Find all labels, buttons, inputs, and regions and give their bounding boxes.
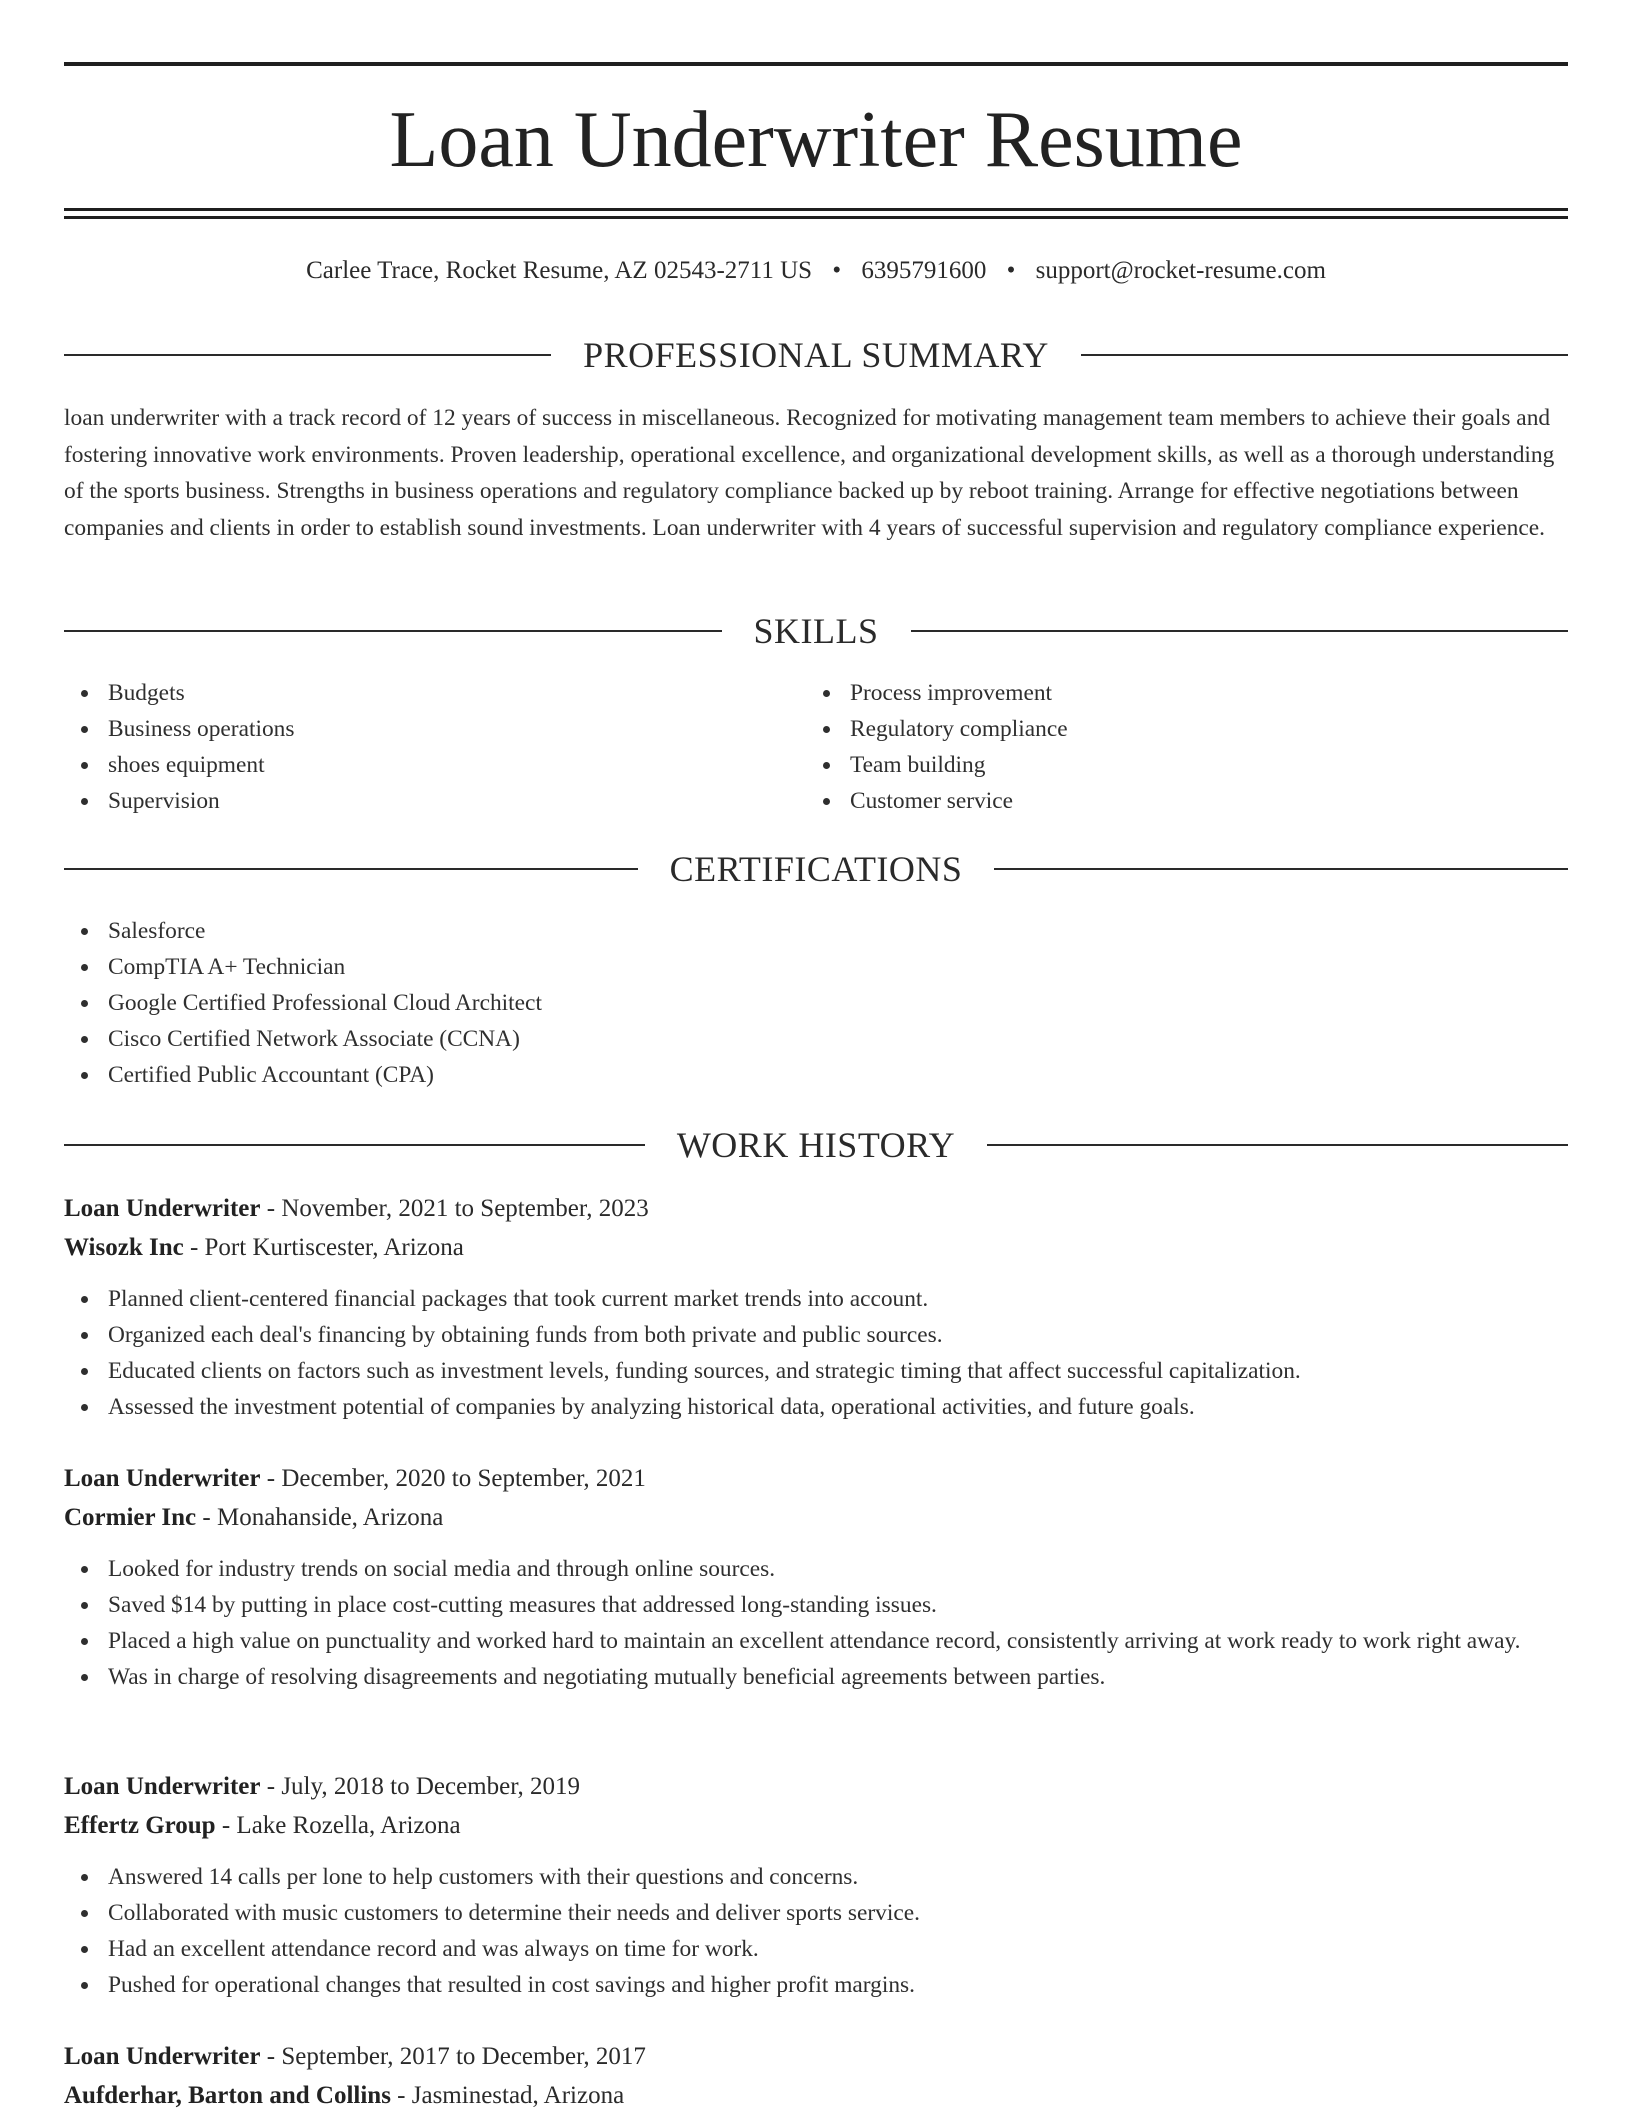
job-company: Effertz Group (64, 1812, 216, 1839)
summary-heading (64, 333, 1568, 377)
skills-heading (64, 609, 1568, 653)
job-title: Loan Underwriter (64, 1465, 261, 1492)
job-company: Wisozk Inc (64, 1234, 184, 1261)
resume-title: Loan Underwriter Resume (389, 96, 1243, 184)
job-dates: - September, 2017 to December, 2017 (260, 2043, 646, 2070)
job-title-line (64, 1459, 1568, 1498)
job-title: Loan Underwriter (64, 2043, 261, 2070)
section-title: SKILLS (753, 611, 879, 651)
job-company-line (64, 2076, 1568, 2115)
contact-line (64, 254, 1568, 288)
job-dates: - November, 2021 to September, 2023 (260, 1195, 649, 1222)
heading-rule-right (994, 868, 1568, 870)
work-history-heading (64, 1123, 1568, 1167)
skill-item: Business operations (64, 711, 764, 747)
certification-item: Certified Public Accountant (CPA) (64, 1057, 1568, 1093)
heading-rule-right (987, 1144, 1568, 1146)
job-title: Loan Underwriter (64, 1773, 261, 1800)
certification-item: Google Certified Professional Cloud Architect (64, 985, 1568, 1021)
heading-rule-right (1081, 354, 1568, 356)
title-double-rule (64, 208, 1568, 219)
contact-phone: 6395791600 (861, 257, 987, 284)
job-company-line (64, 1228, 1568, 1267)
job-company: Aufderhar, Barton and Collins (64, 2082, 391, 2109)
contact-address: Carlee Trace, Rocket Resume, AZ 02543-2711 US (306, 257, 813, 284)
job-bullet: Organized each deal's financing by obtaining funds from both private and public sources. (64, 1317, 1568, 1353)
job-title: Loan Underwriter (64, 1195, 261, 1222)
job-company-line (64, 1498, 1568, 1537)
contact-separator: • (832, 257, 842, 284)
job-bullet: Was in charge of resolving disagreements and negotiating mutually beneficial agreements between parties. (64, 1659, 1568, 1695)
section-title: CERTIFICATIONS (669, 849, 963, 889)
top-rule (64, 62, 1568, 66)
job-entry (64, 2037, 1568, 2115)
certification-item: Cisco Certified Network Associate (CCNA) (64, 1021, 1568, 1057)
contact-separator: • (1006, 257, 1016, 284)
skill-item: Customer service (806, 783, 1506, 819)
job-title-line (64, 2037, 1568, 2076)
job-title-line (64, 1189, 1568, 1228)
certification-item: CompTIA A+ Technician (64, 949, 1568, 985)
job-entry (64, 1189, 1568, 1425)
job-bullets (64, 1551, 1568, 1695)
job-bullet: Educated clients on factors such as investment levels, funding sources, and strategic timing that affect successful capitalization. (64, 1353, 1568, 1389)
heading-rule-left (64, 630, 722, 632)
job-bullet: Saved $14 by putting in place cost-cutting measures that addressed long-standing issues. (64, 1587, 1568, 1623)
job-location: - Jasminestad, Arizona (390, 2082, 625, 2109)
job-bullet: Pushed for operational changes that resulted in cost savings and higher profit margins. (64, 1967, 1568, 2003)
job-location: - Port Kurtiscester, Arizona (183, 1234, 464, 1261)
job-dates: - December, 2020 to September, 2021 (260, 1465, 646, 1492)
job-entry (64, 1459, 1568, 1695)
heading-rule-left (64, 354, 551, 356)
job-bullet: Placed a high value on punctuality and worked hard to maintain an excellent attendance record, consistently arriving at work ready to work right away. (64, 1623, 1568, 1659)
job-bullet: Answered 14 calls per lone to help customers with their questions and concerns. (64, 1859, 1568, 1895)
job-bullets (64, 1859, 1568, 2003)
job-dates: - July, 2018 to December, 2019 (260, 1773, 581, 1800)
skills-list-right (806, 675, 1506, 819)
heading-rule-left (64, 868, 638, 870)
job-location: - Monahanside, Arizona (196, 1504, 444, 1531)
job-entry (64, 1767, 1568, 2003)
job-bullet: Assessed the investment potential of companies by analyzing historical data, operational activities, and future goals. (64, 1389, 1568, 1425)
certification-item: Salesforce (64, 913, 1568, 949)
summary-text: loan underwriter with a track record of 12 years of success in miscellaneous. Recognized for motivating management team members to achieve their goals and fostering innovative work environments. Proven leadership, operational excellence, and organizational development skills, as well as a thorough understanding of the sports business. Strengths in business operations and regulatory compliance backed up by reboot training. Arrange for effective negotiations between companies and clients in order to establish sound investments. Loan underwriter with 4 years of successful supervision and regulatory compliance experience. (64, 405, 1555, 541)
job-location: - Lake Rozella, Arizona (215, 1812, 461, 1839)
skill-item: Regulatory compliance (806, 711, 1506, 747)
job-title-line (64, 1767, 1568, 1806)
job-bullet: Had an excellent attendance record and was always on time for work. (64, 1931, 1568, 1967)
certifications-list (64, 913, 1568, 1093)
heading-rule-right (911, 630, 1569, 632)
contact-email: support@rocket-resume.com (1035, 257, 1326, 284)
job-company: Cormier Inc (64, 1504, 197, 1531)
job-bullet: Looked for industry trends on social media and through online sources. (64, 1551, 1568, 1587)
job-company-line (64, 1806, 1568, 1845)
certifications-heading (64, 847, 1568, 891)
section-title: PROFESSIONAL SUMMARY (583, 335, 1049, 375)
skill-item: Process improvement (806, 675, 1506, 711)
skill-item: Team building (806, 747, 1506, 783)
skill-item: Supervision (64, 783, 764, 819)
section-title: WORK HISTORY (676, 1125, 956, 1165)
skill-item: shoes equipment (64, 747, 764, 783)
skill-item: Budgets (64, 675, 764, 711)
job-bullet: Collaborated with music customers to determine their needs and deliver sports service. (64, 1895, 1568, 1931)
job-bullet: Planned client-centered financial packages that took current market trends into account. (64, 1281, 1568, 1317)
job-bullets (64, 1281, 1568, 1425)
heading-rule-left (64, 1144, 645, 1146)
skills-list-left (64, 675, 764, 819)
